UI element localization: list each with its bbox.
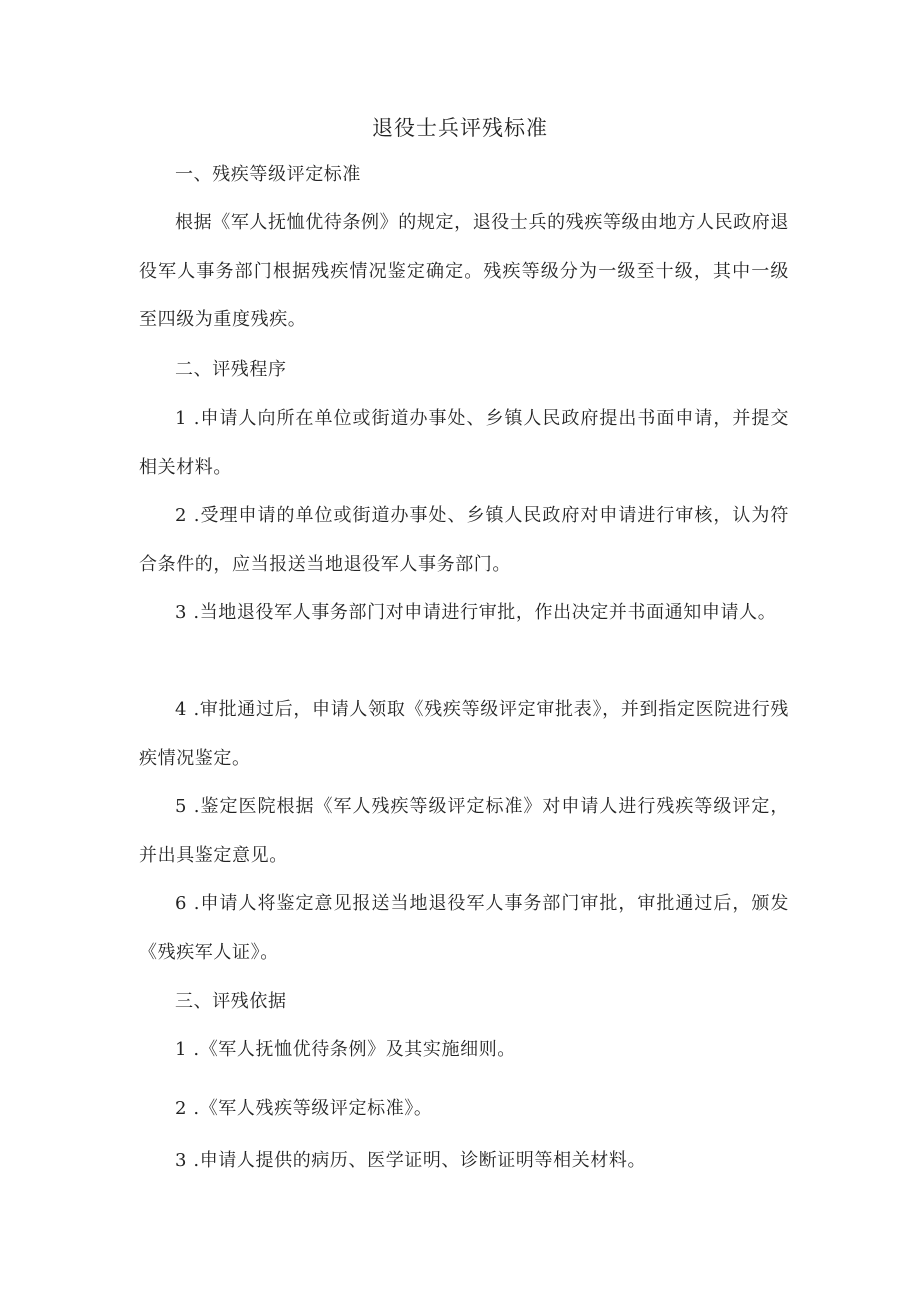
basis-item-1: 1 .《军人抚恤优待条例》及其实施细则。 — [175, 1039, 516, 1060]
section-heading-1: 一、残疾等级评定标准 — [175, 164, 361, 185]
procedure-item-3: 3 .当地退役军人事务部门对申请进行审批，作出决定并书面通知申请人。 — [175, 602, 777, 623]
procedure-item-5: 5 .鉴定医院根据《军人残疾等级评定标准》对申请人进行残疾等级评定，并出具鉴定意见。 — [139, 796, 789, 866]
procedure-item-2: 2 .受理申请的单位或街道办事处、乡镇人民政府对申请进行审核，认为符合条件的，应当报送当地退役军人事务部门。 — [139, 505, 789, 575]
procedure-item-1: 1 .申请人向所在单位或街道办事处、乡镇人民政府提出书面申请，并提交相关材料。 — [139, 408, 789, 478]
document-title: 退役士兵评残标准 — [372, 116, 548, 140]
section-1-paragraph: 根据《军人抚恤优待条例》的规定，退役士兵的残疾等级由地方人民政府退役军人事务部门根据残疾情况鉴定确定。残疾等级分为一级至十级，其中一级至四级为重度残疾。 — [139, 212, 789, 330]
basis-item-2: 2 .《军人残疾等级评定标准》。 — [175, 1098, 433, 1119]
section-heading-3: 三、评残依据 — [175, 991, 287, 1012]
section-heading-2: 二、评残程序 — [175, 359, 287, 380]
procedure-item-6: 6 .申请人将鉴定意见报送当地退役军人事务部门审批，审批通过后，颁发《残疾军人证》。 — [139, 893, 789, 963]
basis-item-3: 3 .申请人提供的病历、医学证明、诊断证明等相关材料。 — [175, 1150, 647, 1171]
procedure-item-4: 4 .审批通过后，申请人领取《残疾等级评定审批表》，并到指定医院进行残疾情况鉴定。 — [139, 699, 789, 769]
